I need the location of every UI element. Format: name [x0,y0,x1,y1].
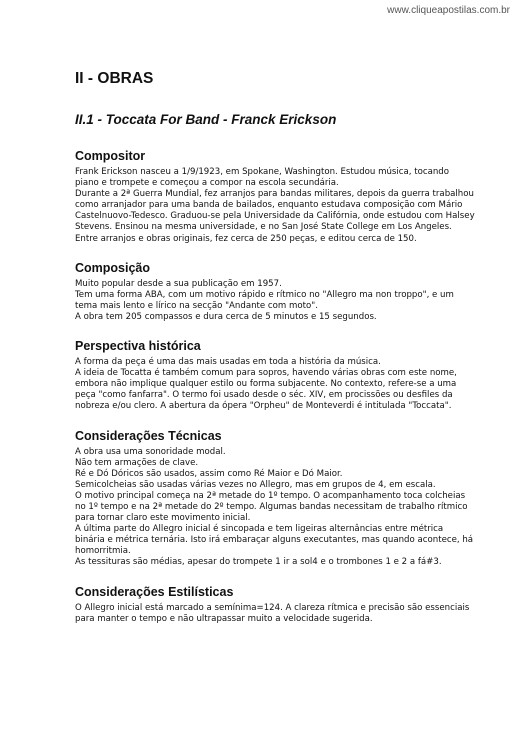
paragraph: A ideia de Tocatta é também comum para sopros, havendo várias obras com este nome, embora não implique qualquer estilo ou forma subjacente. No contexto, refere-se a uma peça "como fanfarra". O termo foi usado desde o séc. XIV, em procissões ou desfiles da nobreza e/ou clero. A abertura da ópera "Orpheu" de Monteverdi é intitulada "Toccata". [75,368,460,412]
paragraph: A última parte do Allegro inicial é sincopada e tem ligeiras alternâncias entre métrica binária e métrica ternária. Isto irá embaraçar alguns executantes, mas quando acontece, há homorritmia. [75,524,476,557]
site-url: www.cliqueapostilas.com.br [387,5,510,16]
work-heading: II.1 - Toccata For Band - Franck Erickson [75,112,337,127]
section [75,261,475,323]
paragraph: A obra tem 205 compassos e dura cerca de 5 minutos e 15 segundos. [75,311,377,322]
paragraph: Tem uma forma ABA, com um motivo rápido e rítmico no "Allegro ma non troppo", e um tema mais lento e lírico na secção "Andante com moto". [75,289,457,311]
paragraph: Muito popular desde a sua publicação em 1957. [75,278,282,289]
section-title: Perspectiva histórica [75,339,201,354]
paragraph: A obra usa uma sonoridade modal. [75,446,226,457]
paragraph: Não tem armações de clave. [75,457,199,468]
section-title: Considerações Estilísticas [75,584,234,599]
document-page [75,70,478,641]
paragraph: Semicolcheias são usadas várias vezes no Allegro, mas em grupos de 4, em escala. [75,479,436,490]
section [75,149,478,245]
sections-container [75,149,478,625]
section-title: Compositor [75,149,146,163]
paragraph: Ré e Dó Dóricos são usados, assim como Ré Maior e Dó Maior. [75,468,343,479]
paragraph: A forma da peça é uma das mais usadas em toda a história da música. [75,357,381,368]
section [75,339,475,412]
paragraph: O Allegro inicial está marcado a semínima=124. A clareza rítmica e precisão são essenciais para manter o tempo e não ultrapassar muito a velocidade sugerida. [75,602,473,624]
paragraph: O motivo principal começa na 2ª metade do 1º tempo. O acompanhamento toca colcheias no 1º tempo e na 2ª metade do 2º tempo. Algumas bandas necessitam de trabalho rítmico para tornar claro este movimento inicial. [75,490,471,524]
paragraph: Frank Erickson nasceu a 1/9/1923, em Spokane, Washington. Estudou música, tocando piano e trompete e começou a compor na escola secundária. [75,167,452,189]
section-title: Composição [75,260,151,275]
section [75,429,475,569]
section [75,585,475,625]
chapter-heading: II - OBRAS [75,70,154,87]
paragraph: Durante a 2ª Guerra Mundial, fez arranjos para bandas militares, depois da guerra trabalhou como arranjador para uma banda de bailados, enquanto estudava composição com Mário Castelnuovo-Tedesco. Graduou-se pela Universidade da Califórnia, onde estudou com Halsey Stevens. Ensinou na mesma universidade, e no San José State College em Los Angeles. Entre arranjos e obras originais, fez cerca de 250 peças, e editou cerca de 150. [75,189,478,244]
section-title: Considerações Técnicas [75,428,222,443]
paragraph: As tessituras são médias, apesar do trompete 1 ir a sol4 e o trombones 1 e 2 a fá#3. [75,557,442,568]
